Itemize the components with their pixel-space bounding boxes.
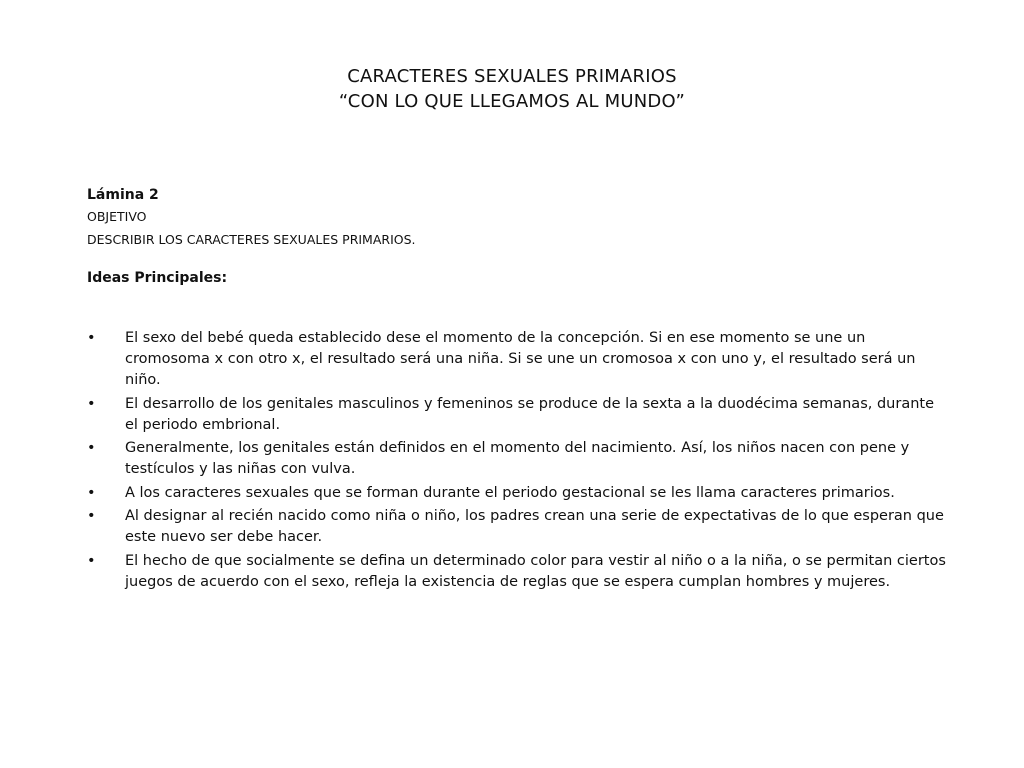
objetivo-label: OBJETIVO — [87, 209, 147, 224]
objetivo-text: DESCRIBIR LOS CARACTERES SEXUALES PRIMARIOS. — [87, 232, 416, 247]
list-item-text: Generalmente, los genitales están definidos en el momento del nacimiento. Así, los niños nacen con pene y testículos y las niñas con vulva. — [125, 440, 910, 477]
bullet-icon: • — [87, 395, 96, 412]
bullet-icon: • — [87, 330, 96, 346]
title-line-2: “CON LO QUE LLEGAMOS AL MUNDO” — [338, 91, 686, 112]
list-item — [87, 506, 947, 548]
list-item-text: El hecho de que socialmente se defina un determinado color para vestir al niño o a la niña, o se permitan ciertos juegos de acuerdo con el sexo, refleja la existencia de reglas que se espera cumplan hombres y mujeres. — [125, 552, 946, 590]
ideas-list — [87, 328, 947, 595]
bullet-icon: • — [87, 440, 96, 456]
ideas-principales-heading: Ideas Principales: — [87, 270, 228, 286]
list-item-text: El sexo del bebé queda establecido dese el momento de la concepción. Si en ese momento se une un cromosoma x con otro x, el resultado será una niña. Si se une un cromosoa x con uno y, el resultado será un niño. — [125, 330, 916, 388]
lamina-label: Lámina 2 — [87, 187, 159, 203]
list-item-text: A los caracteres sexuales que se forman durante el periodo gestacional se les llama caracteres primarios. — [125, 484, 895, 501]
list-item-text: El desarrollo de los genitales masculinos y femeninos se produce de la sexta a la duodécima semanas, durante el periodo embrional. — [125, 395, 934, 433]
list-item — [87, 394, 947, 436]
slide-title — [0, 64, 1024, 114]
list-item — [87, 438, 947, 480]
bullet-icon: • — [87, 552, 96, 569]
bullet-icon: • — [87, 508, 96, 524]
list-item — [87, 328, 947, 391]
slide-meta — [87, 185, 947, 288]
list-item — [87, 551, 947, 593]
list-item — [87, 483, 947, 504]
title-line-1: CARACTERES SEXUALES PRIMARIOS — [347, 66, 677, 87]
bullet-icon: • — [87, 484, 96, 501]
list-item-text: Al designar al recién nacido como niña o niño, los padres crean una serie de expectativas de lo que esperan que este nuevo ser debe hacer. — [125, 508, 944, 545]
